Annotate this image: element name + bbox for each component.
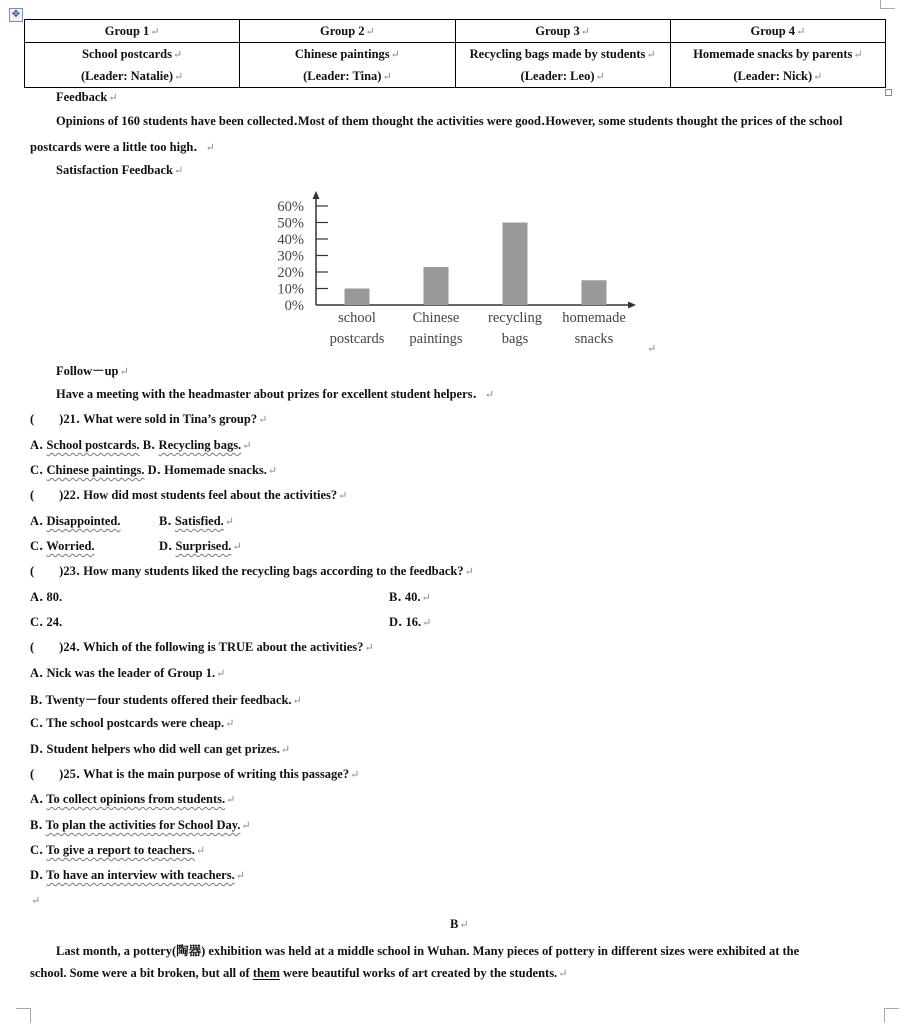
group-4-cell [670,43,885,88]
option-letter: D․ [30,868,44,882]
question-22-option-d[interactable]: Surprised. [175,539,232,553]
question-24-option-d[interactable] [30,741,290,757]
para-mark: ↵ [595,71,605,83]
group-1-header-cell [25,20,240,43]
option-letter: A․ [30,514,44,528]
chart-para-mark [646,341,656,356]
group-1-header: Group 1 [104,23,150,38]
y-tick-label: 20% [277,265,304,281]
question-22-text: ( )22․ How did most students feel about the activities? [30,488,338,502]
group-3-cell [455,43,670,88]
group-3-header: Group 3 [535,23,580,38]
question-23-text: ( )23․ How many students liked the recycling bags according to the feedback? [30,564,464,578]
passage-b-heading [450,917,469,932]
question-22-option-a-row [30,513,121,529]
x-category-label: Chinese [412,310,460,326]
question-24-option-c[interactable] [30,715,234,731]
y-tick-label: 30% [277,248,304,265]
para-mark: ↵ [853,49,863,61]
question-24-option-c-text: C․ The school postcards were cheap. [30,716,225,730]
option-letter: C․ [30,463,44,477]
group-3-leader: (Leader: Leo) [520,69,595,83]
para-mark: ↵ [31,895,41,907]
option-letter: B․ [30,818,43,832]
question-24-stem [30,639,374,655]
para-mark: ↵ [174,71,184,83]
x-category-label: recycling [488,310,542,326]
para-mark: ↵ [235,870,245,882]
para-mark: ↵ [580,25,591,38]
question-23-option-b-text: B․ 40. [389,590,421,604]
para-mark: ↵ [225,718,235,730]
question-22-option-b-row [159,513,234,529]
chart-tick-labels [277,199,304,314]
para-mark: ↵ [796,25,806,38]
option-letter: C․ [30,843,44,857]
question-23-option-b[interactable] [389,589,431,605]
passage-b-text-2b: were beautiful works of art created by the students. [279,966,558,980]
group-2-cell [240,43,455,88]
corner-guide-bottom-right [884,1008,899,1023]
para-mark: ↵ [292,695,302,707]
bar-2 [424,267,449,305]
para-mark: ↵ [242,440,252,452]
passage-b-underlined-word: them [252,966,280,980]
para-mark: ↵ [382,71,392,83]
question-25-option-d[interactable]: To have an interview with teachers. [46,868,235,882]
para-mark: ↵ [338,490,348,502]
passage-b-text-2a: school. Some were a bit broken, but all of [30,966,253,980]
satisfaction-heading-text: Satisfaction Feedback [56,163,174,177]
question-24-option-b-text: B․ Twenty－four students offered their feedback. [30,693,292,707]
question-24-option-a[interactable] [30,665,225,681]
para-mark: ↵ [813,71,823,83]
question-25-stem [30,766,359,782]
para-mark: ↵ [195,845,206,857]
question-21-option-b[interactable]: Recycling bags. [158,438,242,452]
option-letter: D․ [147,463,161,477]
passage-b-line-2 [30,966,567,981]
para-mark: ↵ [464,566,474,578]
question-23-stem [30,563,474,579]
question-21-text: ( )21․ What were sold in Tina’s group? [30,412,258,426]
feedback-heading-text: Feedback [56,90,108,104]
question-22-option-b[interactable]: Satisfied. [174,514,224,528]
question-25-option-b[interactable]: To plan the activities for School Day. [45,818,241,832]
feedback-paragraph-line-1 [56,113,842,129]
question-21-options-cd [30,462,277,478]
feedback-paragraph-line-2 [30,139,215,155]
group-4-item: Homemade snacks by parents [693,47,853,61]
x-category-label: bags [501,331,529,347]
question-25-option-d-row [30,867,245,883]
para-mark: ↵ [646,49,656,61]
option-letter: C․ [30,539,44,553]
question-21-option-d[interactable]: Homemade snacks. [164,463,267,477]
para-mark: ↵ [422,617,432,629]
y-tick-label: 50% [277,215,304,232]
question-25-option-b-row [30,817,251,833]
question-22-option-c[interactable]: Worried. [46,539,95,553]
y-tick-label: 60% [277,199,304,215]
question-22-stem [30,487,347,503]
question-23-option-c-text: C․ 24. [30,615,63,629]
para-mark: ↵ [108,92,118,104]
group-1-item: School postcards [82,47,172,61]
y-tick-label: 0% [284,298,304,314]
group-2-header: Group 2 [319,23,365,38]
followup-heading-text: Follow－up [56,364,119,378]
group-4-leader: (Leader: Nick) [733,69,813,83]
group-1-cell [25,43,240,88]
para-mark: ↵ [119,366,129,378]
chart-category-labels [330,310,626,347]
para-mark: ↵ [172,49,183,61]
feedback-heading [56,90,118,105]
bar-1 [345,289,370,306]
satisfaction-bar-chart [262,186,662,356]
question-24-option-b[interactable] [30,690,302,708]
para-mark: ↵ [150,25,160,38]
option-letter: A․ [30,792,44,806]
question-22-option-a[interactable]: Disappointed. [46,514,121,528]
para-mark: ↵ [364,642,374,654]
feedback-text-2: postcards were a little too high․ [30,140,198,154]
chart-bars [345,223,607,306]
question-25-text: ( )25․ What is the main purpose of writing this passage? [30,767,350,781]
bar-4 [582,280,607,305]
x-category-label: postcards [329,331,385,347]
x-category-label: homemade [562,310,626,326]
corner-guide-top-right [880,0,895,9]
para-mark: ↵ [280,744,291,756]
question-24-text: ( )24․ Which of the following is TRUE about the activities? [30,640,364,654]
question-22-option-c-row [30,538,95,554]
question-24-option-a-text: A․ Nick was the leader of Group 1. [30,666,216,680]
group-2-leader: (Leader: Tina) [303,69,382,83]
group-4-header-cell [670,20,885,43]
passage-b-line-1 [56,941,799,959]
group-4-header: Group 4 [750,23,796,38]
question-23-option-d-text: D․ 16. [389,615,422,629]
para-mark: ↵ [226,794,236,806]
para-mark: ↵ [350,769,360,781]
passage-b-heading-text: B [450,917,459,931]
y-tick-label: 10% [277,281,304,298]
question-25-option-c[interactable]: To give a report to teachers. [46,843,195,857]
option-letter: B․ [159,514,172,528]
x-category-label: paintings [409,331,463,347]
x-category-label: school [338,310,376,326]
question-25-option-a-row [30,791,235,807]
followup-text-content: Have a meeting with the headmaster about prizes for excellent student helpers․ [56,387,477,401]
para-mark: ↵ [258,414,268,426]
question-22-option-d-row [159,538,242,554]
para-mark: ↵ [216,668,226,680]
para-mark: ↵ [267,465,278,477]
question-23-option-a-text: A․ 80. [30,590,63,604]
group-2-item: Chinese paintings [294,47,390,61]
y-tick-label: 40% [277,232,304,248]
x-category-label: snacks [574,331,614,347]
para-mark: ↵ [174,165,184,177]
y-axis-arrow [313,191,320,199]
option-letter: D․ [159,539,173,553]
group-3-header-cell [455,20,670,43]
para-mark: ↵ [232,541,242,553]
para-mark: ↵ [421,592,431,604]
feedback-text-1: Opinions of 160 students have been collected․Most of them thought the activities were good․However, some students thought the prices of the school [56,114,843,128]
para-mark: ↵ [459,919,469,931]
question-25-option-c-row [30,842,205,858]
question-21-stem [30,411,267,427]
groups-table [24,19,886,88]
table-move-handle-icon[interactable]: ✥ [9,8,23,22]
question-23-option-c[interactable] [30,614,62,630]
question-25-option-a[interactable]: To collect opinions from students. [46,792,226,806]
para-mark: ↵ [224,516,235,528]
group-1-leader: (Leader: Natalie) [81,69,173,83]
question-23-option-d[interactable] [389,614,431,630]
x-axis-arrow [628,302,636,309]
followup-heading [56,361,129,379]
bar-3 [503,223,528,306]
option-letter: A․ [30,438,44,452]
empty-paragraph [30,893,40,908]
para-mark: ↵ [484,389,495,401]
para-mark: ↵ [647,343,657,355]
para-mark: ↵ [390,49,400,61]
satisfaction-heading [56,163,183,178]
passage-b-text-1: Last month, a pottery(陶器) exhibition was held at a middle school in Wuhan. Many pieces of pottery in different sizes were exhibited at the [56,944,800,958]
para-mark: ↵ [558,968,568,980]
question-23-option-a[interactable] [30,589,62,605]
para-mark: ↵ [205,142,215,154]
option-letter: B․ [142,438,156,452]
para-mark: ↵ [365,25,375,38]
question-21-options-ab [30,437,251,453]
para-mark: ↵ [241,820,251,832]
group-3-item: Recycling bags made by students [469,47,646,61]
question-21-option-a[interactable]: School postcards. [46,438,140,452]
question-21-option-c[interactable]: Chinese paintings. [46,463,145,477]
table-resize-handle[interactable] [885,89,892,96]
followup-text [56,386,494,402]
corner-guide-bottom-left [16,1008,31,1023]
question-24-option-d-text: D․ Student helpers who did well can get prizes. [30,742,280,756]
group-2-header-cell [240,20,455,43]
